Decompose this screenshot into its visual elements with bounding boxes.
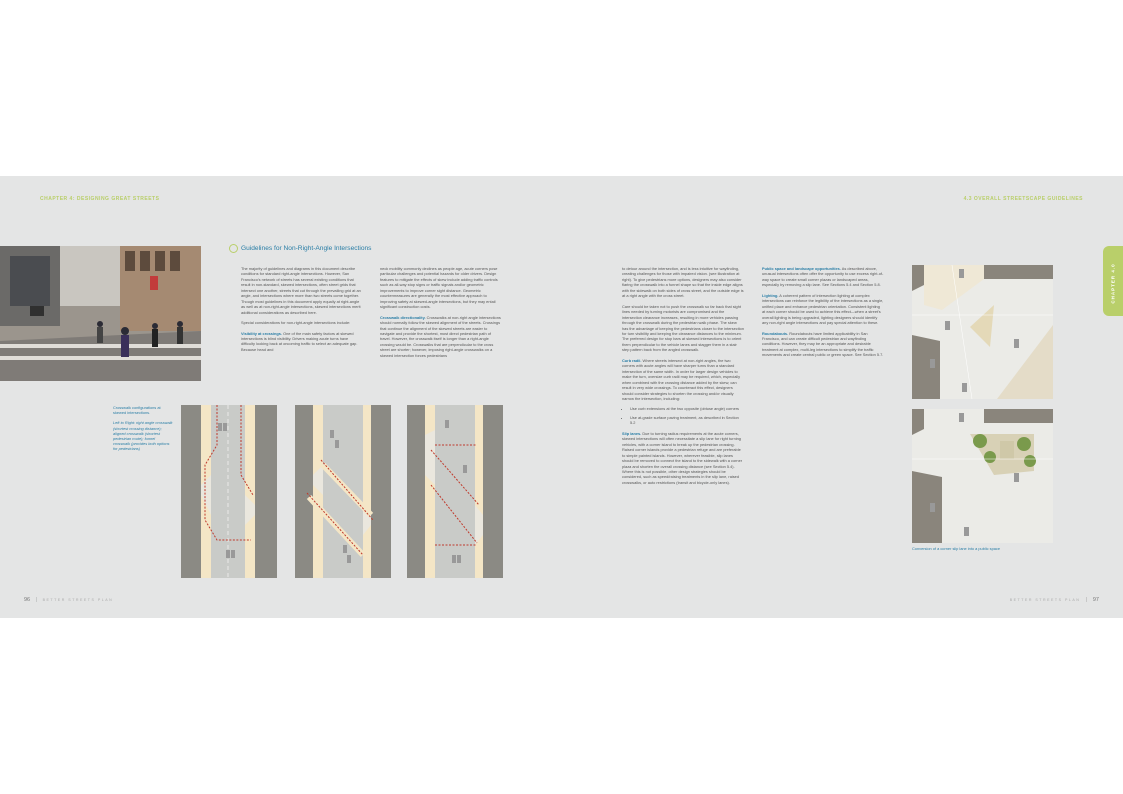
paragraph: Lighting. A coherent pattern of intersection lighting at complex intersections can reinforce the legibility of the intersections as a single, unified place and enhance pedestrian orientation. Consistent lighting at each corner should be used to achieve this effect—when a street's overall lighting is being upgraded, lighting designers should identify any non-right angle intersections and pay special attention to these. bbox=[762, 292, 884, 326]
section-bullet-icon bbox=[229, 244, 238, 253]
paragraph: The majority of guidelines and diagrams in this document describe conditions for standard right-angle intersections. However, San Francisco's network of streets has several existing conditions that result in non-standard, skewed intersections, often street grids that intersect one another, streets that cut through the prevailing grid at an angle, and intersections where more than two streets come together. Though most guidelines in this document apply equally at right-angle as well as at non-right-angle intersections, skewed intersections merit additional considerations as described here. bbox=[241, 266, 361, 315]
paragraph: Roundabouts. Roundabouts have limited applicability in San Francisco, and can create difficult pedestrian and wayfinding conditions. However, they may be an appropriate and desirable treatment at complex, multi-leg intersections to simplify the traffic movements and create central public or green space. See Section 5.7. bbox=[762, 330, 884, 358]
paragraph-heading: Lighting. bbox=[762, 292, 779, 298]
plan-existing-slip-lane bbox=[912, 265, 1053, 399]
paragraph: Public space and landscape opportunities. As described above, unusual intersections often offer the opportunity to use excess right-of-way space to create small corner plazas or landscaped areas, especially by removing a slip lane. See Sections 5.4 and Section 5.8. bbox=[762, 266, 884, 288]
paragraph-heading: Public space and landscape opportunities. bbox=[762, 266, 841, 271]
diagram-aligned-crosswalk bbox=[295, 405, 391, 578]
publication-title: BETTER STREETS PLAN bbox=[42, 598, 114, 602]
paragraph: to detour around the intersection, and is less intuitive for wayfinding, creating challenges for those with impaired vision. (see illustration at right). To give pedestrians more options, designers may also consider flaring the crosswalk into a funnel shape so that the inside edge aligns with the sidewalk on both sides of cross street, and the outside edge is at a right angle with the cross street. bbox=[622, 266, 744, 299]
running-head-right: 4.3 OVERALL STREETSCAPE GUIDELINES bbox=[963, 196, 1083, 202]
paragraph: Curb radii. Where streets intersect at non-right angles, the two corners with acute angles will have sharper turns than a standard intersection of the same width. In order for larger design vehicles to make the turn, oversize curb radii may be required, which, especially when combined with the crossing distance added by the skew, can result in very wide crossings. To counteract this effect, designers should consider strategies to shorten the crossing and/or visually narrow the intersection, including: bbox=[622, 357, 741, 401]
folio-left: 96 | BETTER STREETS PLAN bbox=[24, 597, 114, 603]
paragraph-heading: Slip lanes. bbox=[622, 430, 642, 436]
paragraph: Slip lanes. Due to turning radius requirements at the acute corners, skewed intersections will often necessitate a slip lane for right turning vehicles, with a corner island to break up the pedestrian crossing. Raised corner islands provide a pedestrian refuge and are preferable to simple painted islands. However, wherever feasible, slip lanes should be removed to connect the island to the sidewalk with a corner plaza and shorten the overall crossing distance (see Section 5.4). Where this is not possible, other design strategies should be considered, such as speed/raising treatments in the slip lane, raised crosswalks, or auto restrictions (transit and bicycle-only lanes). bbox=[622, 430, 743, 485]
paragraph: neck mobility commonly declines as people age, acute corners pose particular challenges and potential hazards for older drivers. Design features to mitigate the effects of skew include adding traffic controls such as all-way stop signs or traffic signals and/or geometric improvements to improve corner sight distance. Geometric countermeasures are generally the most effective approach to improving safety at skewed-angle intersections, but they may entail significant construction costs. bbox=[380, 266, 498, 310]
paragraph-heading: Crosswalk directionality. bbox=[380, 314, 426, 320]
running-head-left: CHAPTER 4: DESIGNING GREAT STREETS bbox=[40, 196, 160, 202]
figure-caption: Crosswalk configurations at skewed intersections. Left to Right: right angle crosswalk (shortest crossing distance); aligned crosswalk (shortest pedestrian route); funnel crosswalk (provides both options for pedestrians) bbox=[113, 405, 173, 452]
text-column-3 bbox=[622, 266, 744, 490]
paragraph: Visibility at crossings. One of the main safety factors at skewed intersections is blind visibility. Drivers making acute turns have difficulty looking back at oncoming traffic to select an adequate gap. Because head and bbox=[241, 330, 358, 352]
street-photo bbox=[0, 246, 201, 381]
text-column-4 bbox=[762, 266, 884, 363]
paragraph-heading: Visibility at crossings. bbox=[241, 330, 283, 336]
paragraph: Crosswalk directionality. Crosswalks at non-right angle intersections should normally follow the skewed alignment of the streets. Crossings that continue the alignment of the skewed streets are easier to navigate and provide the shortest, most direct pedestrian path of travel. However, the crosswalk itself is longer than a right-angle crossing would be. Crosswalks that are perpendicular to the cross street are shorter; however, imposing right-angle crosswalks on a skewed intersection forces pedestrians bbox=[380, 314, 501, 358]
paragraph-heading: Curb radii. bbox=[622, 357, 642, 363]
text-column-2 bbox=[380, 266, 502, 363]
bullet-list bbox=[622, 406, 744, 425]
page-number: 97 bbox=[1092, 597, 1099, 603]
page-number: 96 bbox=[24, 597, 31, 603]
folio-right: BETTER STREETS PLAN | 97 bbox=[1009, 597, 1099, 603]
paragraph: Care should be taken not to push the crosswalk so far back that sight lines needed by turning motorists are compromised and the intersection clearance increases, resulting in more vehicles passing through the crosswalk during the pedestrian walk phase. The skew has the advantage of keeping the pedestrians closer to the intersection for turn visibility and keeping the clearance distances to the minimum. The preferred design for stop bars at skewed intersections is to orient them perpendicular to the vehicle lanes and stagger them in a stair step pattern back from the angled crosswalk. bbox=[622, 303, 744, 353]
paragraph: Special considerations for non-right-angle intersections include: bbox=[241, 320, 351, 326]
chapter-tab: CHAPTER 4.0 bbox=[1103, 246, 1123, 316]
diagram-funnel-crosswalk bbox=[407, 405, 503, 578]
plan-caption: Conversion of a corner slip lane into a public space bbox=[912, 546, 1001, 551]
publication-title: BETTER STREETS PLAN bbox=[1009, 598, 1081, 602]
section-title: Guidelines for Non-Right-Angle Intersections bbox=[241, 245, 372, 252]
list-item: • Use at-grade surface paving treatment, as described in Section 5.2 bbox=[630, 415, 744, 426]
diagram-right-angle-crosswalk bbox=[181, 405, 277, 578]
paragraph-heading: Roundabouts. bbox=[762, 330, 789, 336]
text-column-1 bbox=[241, 266, 361, 357]
list-item: • Use curb extensions at the two opposite (obtuse angle) corners bbox=[630, 406, 744, 411]
plan-corner-public-space bbox=[912, 409, 1053, 543]
